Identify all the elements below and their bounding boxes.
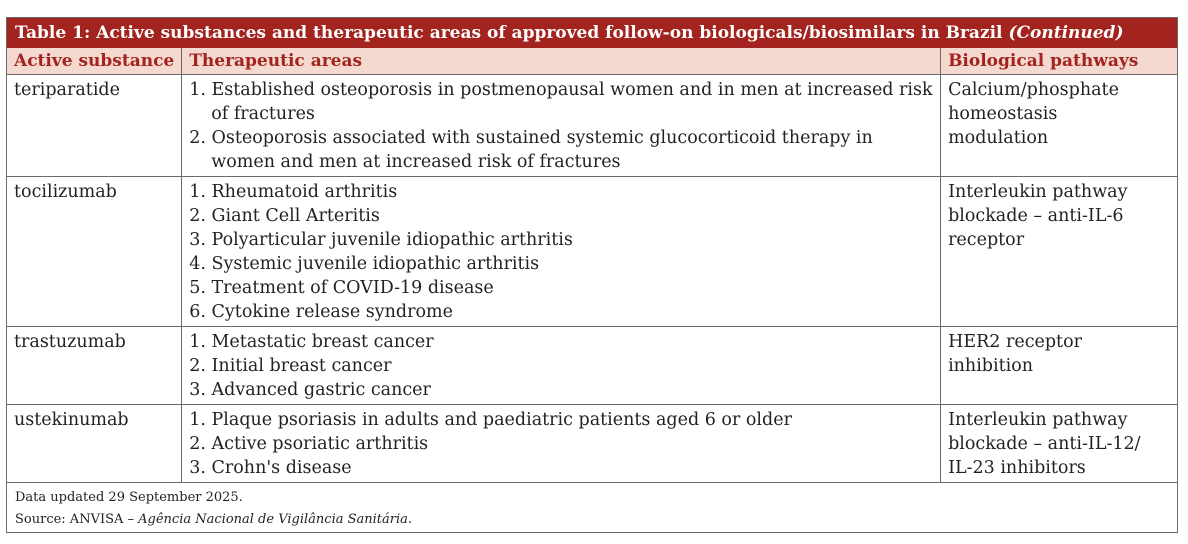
therapeutic-area-item: 4. Systemic juvenile idiopathic arthritis xyxy=(189,254,540,274)
biological-pathway-cell: Interleukin pathway blockade – anti-IL-6 receptor xyxy=(941,177,1177,327)
therapeutic-area-item: 2. Giant Cell Arteritis xyxy=(189,206,380,226)
table-title xyxy=(7,18,1177,48)
table-body xyxy=(7,75,1177,483)
therapeutic-area-item: 1. Metastatic breast cancer xyxy=(189,332,434,352)
table-row xyxy=(7,327,1177,405)
therapeutic-area-item: 3. Advanced gastric cancer xyxy=(189,380,431,400)
therapeutic-areas-list xyxy=(189,78,933,174)
therapeutic-areas-list xyxy=(189,408,933,480)
active-substance-cell: tocilizumab xyxy=(7,177,182,327)
header-biological-pathways: Biological pathways xyxy=(941,48,1177,75)
therapeutic-areas-cell xyxy=(182,405,941,483)
therapeutic-areas-cell xyxy=(182,177,941,327)
therapeutic-area-item: 2. Active psoriatic arthritis xyxy=(189,434,429,454)
header-active-substance: Active substance xyxy=(7,48,182,75)
active-substance-cell: ustekinumab xyxy=(7,405,182,483)
therapeutic-area-item: 2. Initial breast cancer xyxy=(189,356,392,376)
table-title-continued: (Continued) xyxy=(1008,23,1124,43)
therapeutic-areas-cell xyxy=(182,327,941,405)
therapeutic-area-item: 3. Polyarticular juvenile idiopathic arthritis xyxy=(189,230,573,250)
source-note xyxy=(15,509,1169,531)
therapeutic-area-item: 6. Cytokine release syndrome xyxy=(189,302,453,322)
source-suffix: . xyxy=(407,512,413,527)
therapeutic-area-item: 5. Treatment of COVID-19 disease xyxy=(189,278,494,298)
table-title-main: Table 1: Active substances and therapeutic areas of approved follow-on biologicals/biosimilars in Brazil xyxy=(15,23,1003,43)
biological-pathway-cell: Interleukin pathway blockade – anti-IL-12/ IL-23 inhibitors xyxy=(941,405,1177,483)
data-updated-note: Data updated 29 September 2025. xyxy=(15,490,243,505)
therapeutic-areas-list xyxy=(189,330,933,402)
therapeutic-area-item: 3. Crohn's disease xyxy=(189,458,352,478)
table-footer xyxy=(7,483,1177,531)
therapeutic-area-item: 1. Plaque psoriasis in adults and paediatric patients aged 6 or older xyxy=(189,410,792,430)
therapeutic-areas-cell xyxy=(182,75,941,177)
therapeutic-area-item: 1. Established osteoporosis in postmenopausal women and in men at increased risk of fractures xyxy=(189,80,933,124)
table-row xyxy=(7,405,1177,483)
therapeutic-areas-list xyxy=(189,180,933,324)
table-row xyxy=(7,75,1177,177)
biological-pathway-cell: Calcium/phosphate homeostasis modulation xyxy=(941,75,1177,177)
header-therapeutic-areas: Therapeutic areas xyxy=(182,48,941,75)
biological-pathway-cell: HER2 receptor inhibition xyxy=(941,327,1177,405)
active-substance-cell: teriparatide xyxy=(7,75,182,177)
header-row xyxy=(7,48,1177,75)
active-substance-cell: trastuzumab xyxy=(7,327,182,405)
biosimilars-table xyxy=(6,17,1178,533)
table-row xyxy=(7,177,1177,327)
therapeutic-area-item: 1. Rheumatoid arthritis xyxy=(189,182,398,202)
source-name: Agência Nacional de Vigilância Sanitária xyxy=(138,512,408,527)
therapeutic-area-item: 2. Osteoporosis associated with sustained systemic glucocorticoid therapy in women and men at increased risk of fractures xyxy=(189,128,873,172)
data-table xyxy=(7,48,1177,483)
source-prefix: Source: ANVISA – xyxy=(15,512,139,527)
